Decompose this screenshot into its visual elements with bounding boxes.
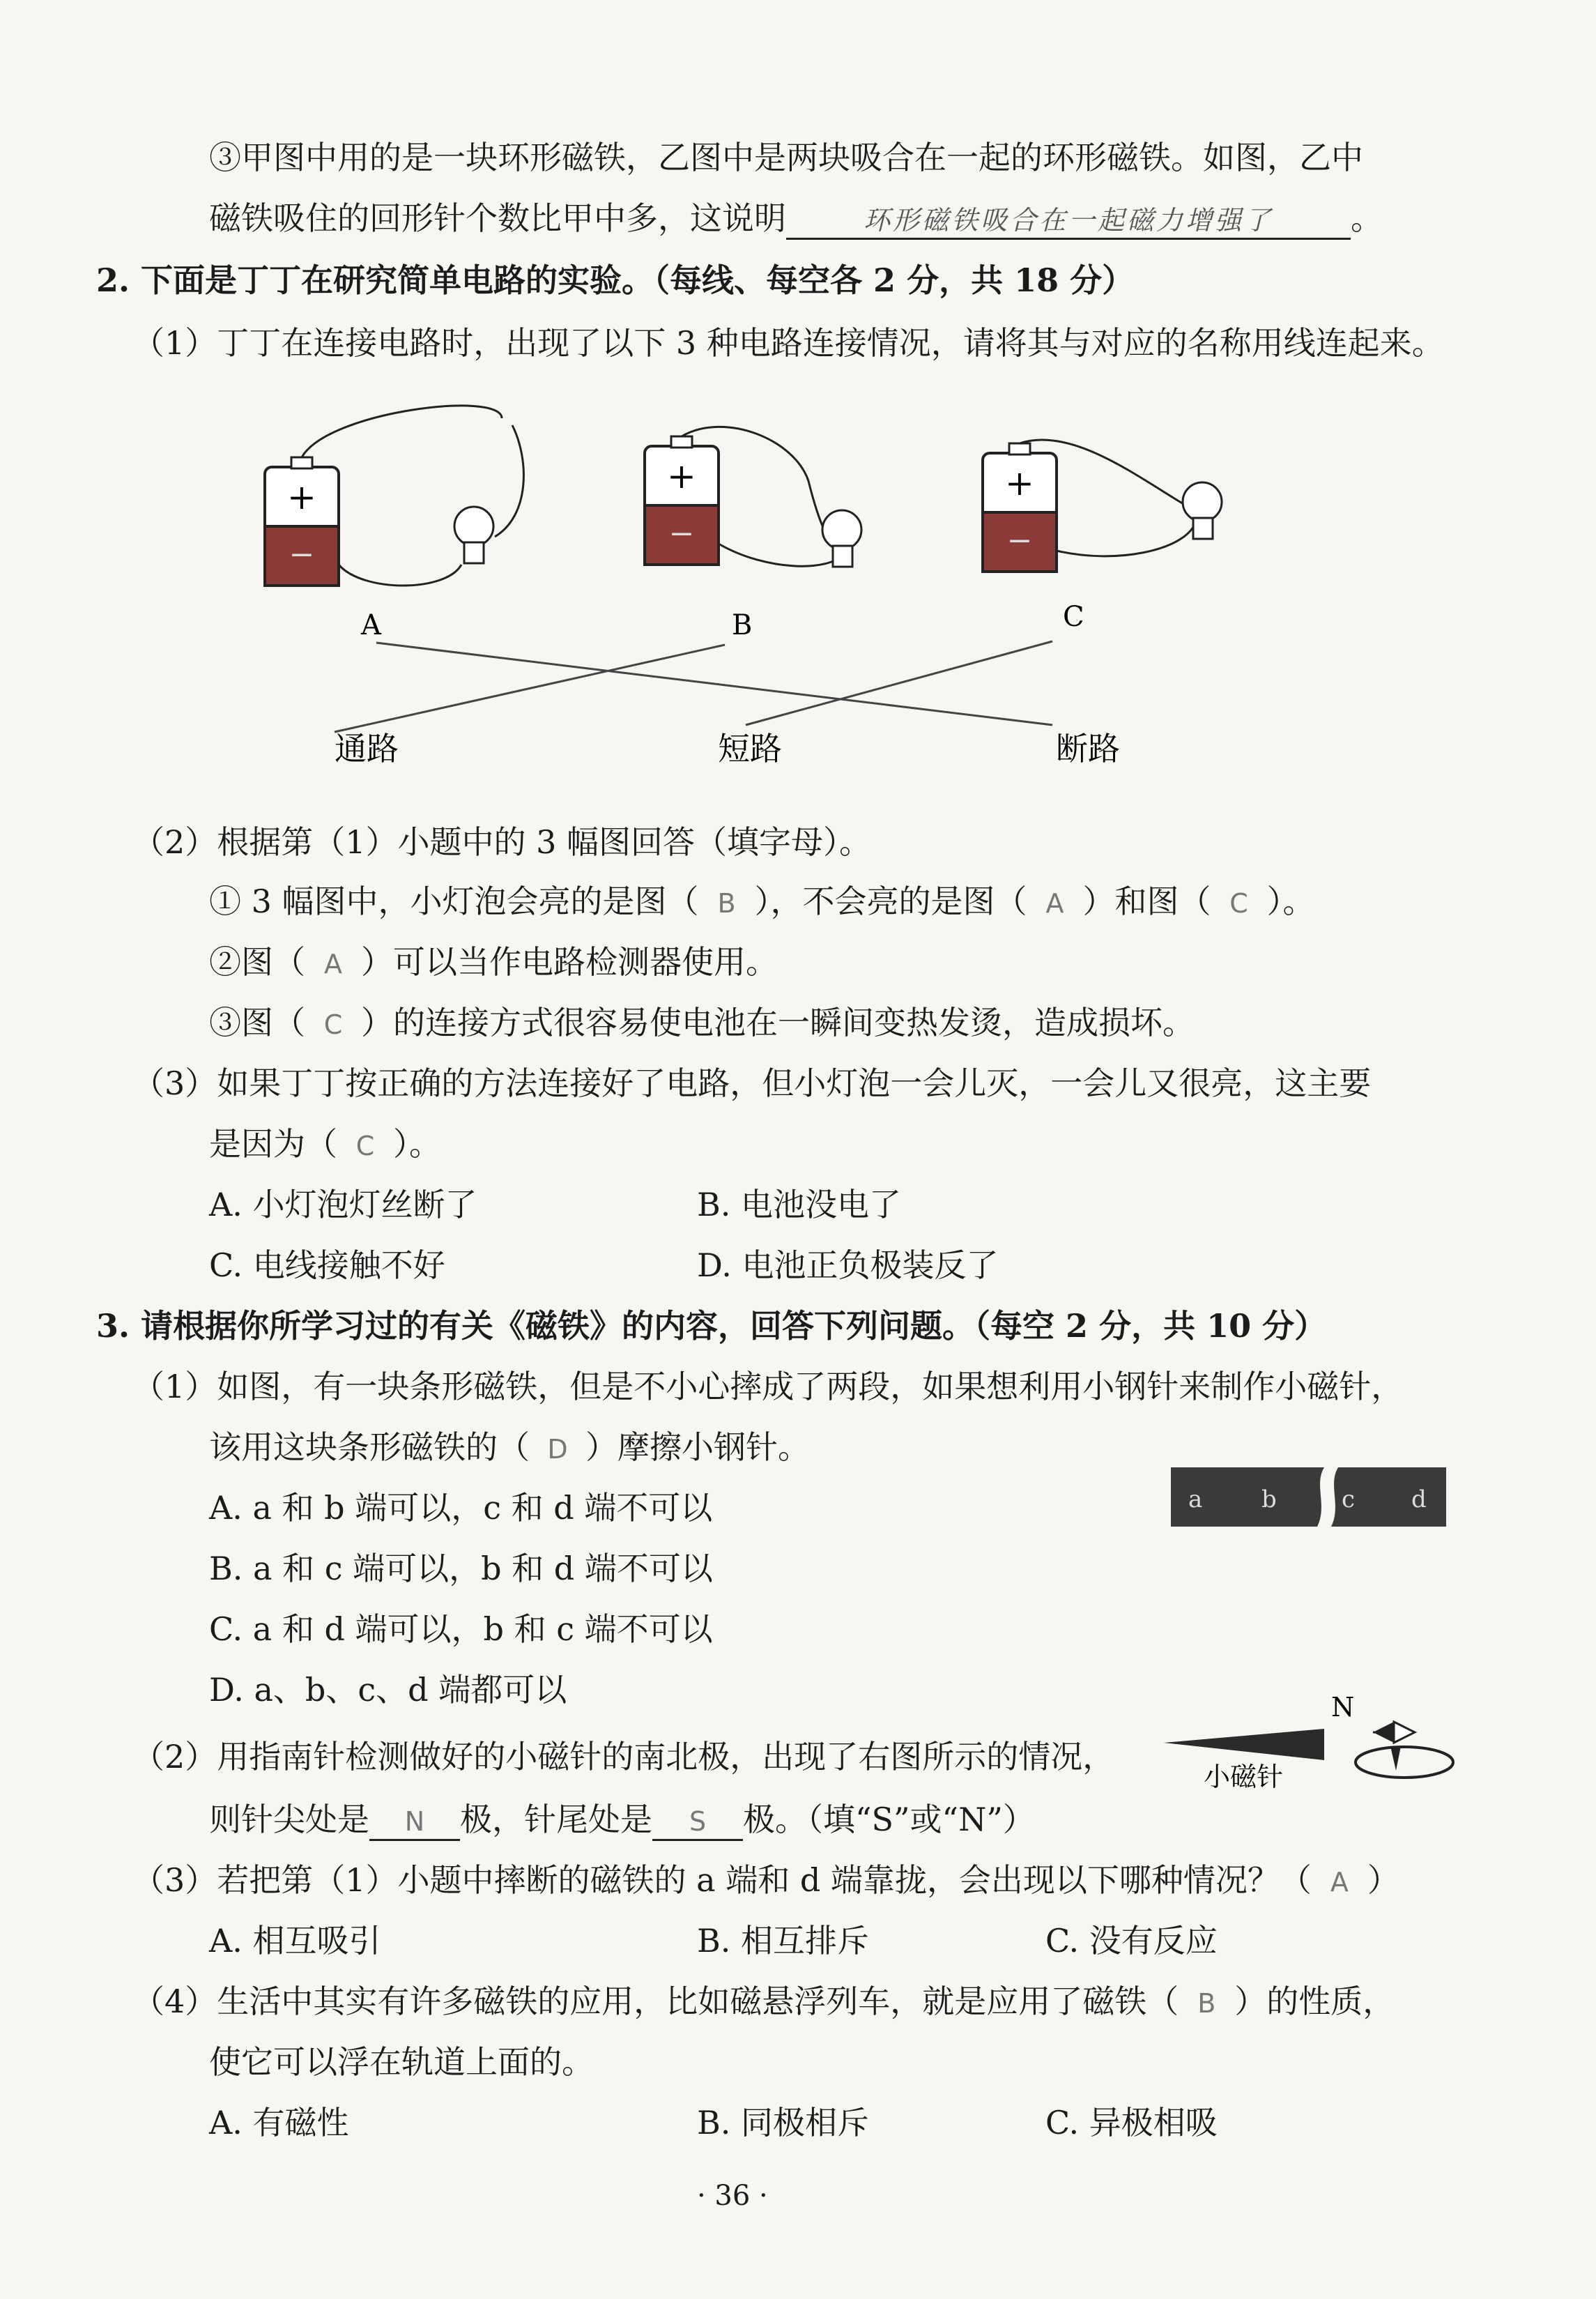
svg-text:−: − (289, 537, 315, 572)
q3-part2-line1: （2）用指南针检测做好的小磁针的南北极，出现了右图所示的情况， (132, 1738, 1115, 1775)
q2-part2: （2）根据第（1）小题中的 3 幅图回答（填字母）。 (132, 823, 872, 861)
q3-part3-option-b: B. 相互排斥 (697, 1922, 870, 1960)
q2-part3-option-c: C. 电线接触不好 (209, 1246, 445, 1284)
q3-part1-text-b: ）摩擦小钢针。 (585, 1428, 810, 1466)
page-number: · 36 · (697, 2180, 768, 2212)
q1-item3-prefix: 磁铁吸住的回形针个数比甲中多，这说明 (209, 199, 786, 237)
q3-part3-line1 (132, 1859, 1399, 1903)
q3-part4-text-b: ）的性质， (1234, 1983, 1395, 2020)
q2-part3-option-d: D. 电池正负极装反了 (697, 1246, 999, 1284)
q2-part3-option-a: A. 小灯泡灯丝断了 (209, 1186, 477, 1223)
q2-part2-item1 (209, 880, 1315, 924)
q2-part1: （1）丁丁在连接电路时，出现了以下 3 种电路连接情况，请将其与对应的名称用线连起来。 (132, 324, 1444, 362)
q2-p2-i3-text-b: ）的连接方式很容易使电池在一瞬间变热发烫，造成损坏。 (361, 1004, 1195, 1041)
q3-part1-option-c: C. a 和 d 端可以，b 和 c 端不可以 (209, 1610, 713, 1648)
q3-part3-option-a: A. 相互吸引 (209, 1922, 381, 1960)
q2-p2-i1-ans3: C (1229, 888, 1248, 919)
q2-p2-i1-ans1: B (717, 888, 736, 919)
q2-part2-item2 (209, 941, 778, 985)
q2-part3-text-b: ）。 (393, 1125, 441, 1163)
broken-magnet-figure (1171, 1464, 1450, 1534)
q3-heading: 3. 请根据你所学习过的有关《磁铁》的内容，回答下列问题。（每空 2 分，共 10 分） (96, 1307, 1327, 1345)
q1-item3-suffix: 。 (1351, 199, 1383, 237)
q1-item3-line1: ③甲图中用的是一块环形磁铁，乙图中是两块吸合在一起的环形磁铁。如图，乙中 (209, 139, 1363, 176)
compass-ring (1356, 1747, 1453, 1778)
q2-p2-i3-ans: C (323, 1009, 343, 1040)
svg-text:−: − (668, 516, 695, 551)
q3-part1-ans: D (547, 1434, 568, 1465)
magnet-label-c: c (1342, 1485, 1356, 1513)
magnet-label-a: a (1188, 1485, 1203, 1513)
q3-part3-ans: A (1330, 1867, 1349, 1897)
q3-part2-text-a: 则针尖处是 (209, 1801, 369, 1838)
q2-part3-text-a: 是因为（ (209, 1125, 337, 1163)
q2-p2-i1-ans2: A (1045, 888, 1064, 919)
svg-text:+: + (287, 477, 316, 517)
name-label-duanlu-short: 短路 (718, 730, 782, 767)
needle-label: 小磁针 (1204, 1762, 1284, 1792)
q2-heading: 2. 下面是丁丁在研究简单电路的实验。（每线、每空各 2 分，共 18 分） (96, 261, 1135, 299)
q2-p2-i1-text-a: ① 3 幅图中，小灯泡会亮的是图（ (209, 883, 699, 920)
q3-part4-line1 (132, 1980, 1395, 2024)
q3-part4-ans: B (1197, 1988, 1216, 2019)
q3-part2-ans2: S (652, 1804, 743, 1841)
q1-item3-answer: 环形磁铁吸合在一起磁力增强了 (786, 203, 1351, 240)
q2-p2-i3-text-a: ③图（ (209, 1004, 305, 1041)
q3-part3-text-a: （3）若把第（1）小题中摔断的磁铁的 a 端和 d 端靠拢，会出现以下哪种情况？（ (132, 1861, 1312, 1899)
q2-p2-i2-text-b: ）可以当作电路检测器使用。 (361, 943, 778, 981)
needle-compass-figure (1164, 1687, 1457, 1812)
name-label-duanlu-open: 断路 (1056, 730, 1120, 767)
magnet-label-b: b (1261, 1485, 1277, 1513)
q2-part2-item3 (209, 1002, 1195, 1046)
q3-part2-ans1: N (369, 1804, 460, 1841)
circuit-label-c: C (1063, 601, 1084, 633)
needle-shape (1164, 1729, 1324, 1760)
q3-part3-text-b: ） (1367, 1861, 1399, 1899)
name-label-tonglu: 通路 (335, 730, 399, 767)
q2-p2-i2-ans: A (324, 949, 342, 979)
circuit-label-a: A (361, 609, 381, 641)
q2-p2-i1-text-c: ）和图（ (1082, 883, 1211, 920)
q3-part4-option-c: C. 异极相吸 (1045, 2104, 1218, 2141)
q3-part1-line2 (209, 1426, 810, 1470)
q3-part1-option-d: D. a、b、c、d 端都可以 (209, 1671, 567, 1709)
circuit-c (983, 440, 1222, 572)
magnet-label-d: d (1411, 1485, 1427, 1513)
q2-p2-i1-text-d: ）。 (1266, 883, 1315, 920)
q3-part4-text-a: （4）生活中其实有许多磁铁的应用，比如磁悬浮列车，就是应用了磁铁（ (132, 1983, 1179, 2020)
svg-text:+: + (1005, 463, 1034, 503)
svg-text:+: + (667, 456, 696, 496)
q3-part3-option-c: C. 没有反应 (1045, 1922, 1218, 1960)
q2-part3-line1: （3）如果丁丁按正确的方法连接好了电路，但小灯泡一会儿灭，一会儿又很亮，这主要 (132, 1064, 1372, 1102)
q3-part1-option-a: A. a 和 b 端可以，c 和 d 端不可以 (209, 1489, 713, 1527)
compass-n-label: N (1331, 1692, 1355, 1723)
q2-p2-i2-text-a: ②图（ (209, 943, 305, 981)
q2-part3-ans: C (355, 1131, 375, 1161)
q3-part4-option-b: B. 同极相斥 (697, 2104, 870, 2141)
q3-part4-line2: 使它可以浮在轨道上面的。 (209, 2043, 594, 2081)
q3-part4-option-a: A. 有磁性 (209, 2104, 349, 2141)
q3-part1-line1: （1）如图，有一块条形磁铁，但是不小心摔成了两段，如果想利用小钢针来制作小磁针， (132, 1368, 1404, 1405)
circuit-b (645, 427, 861, 567)
q3-part2-line2 (209, 1798, 1035, 1841)
q2-p2-i1-text-b: ），不会亮的是图（ (754, 883, 1027, 920)
circuit-label-b: B (732, 609, 753, 641)
q3-part1-text-a: 该用这块条形磁铁的（ (209, 1428, 530, 1466)
q3-part1-option-b: B. a 和 c 端可以，b 和 d 端不可以 (209, 1550, 713, 1587)
q2-part3-line2 (209, 1123, 441, 1167)
q2-part3-option-b: B. 电池没电了 (697, 1186, 902, 1223)
circuit-a (265, 406, 523, 586)
circuit-figure (237, 397, 1282, 788)
svg-text:−: − (1006, 523, 1033, 558)
q3-part2-text-c: 极。（填“S”或“N”） (743, 1801, 1035, 1838)
q3-part2-text-b: 极，针尾处是 (460, 1801, 652, 1838)
q1-item3-line2 (209, 197, 1383, 240)
